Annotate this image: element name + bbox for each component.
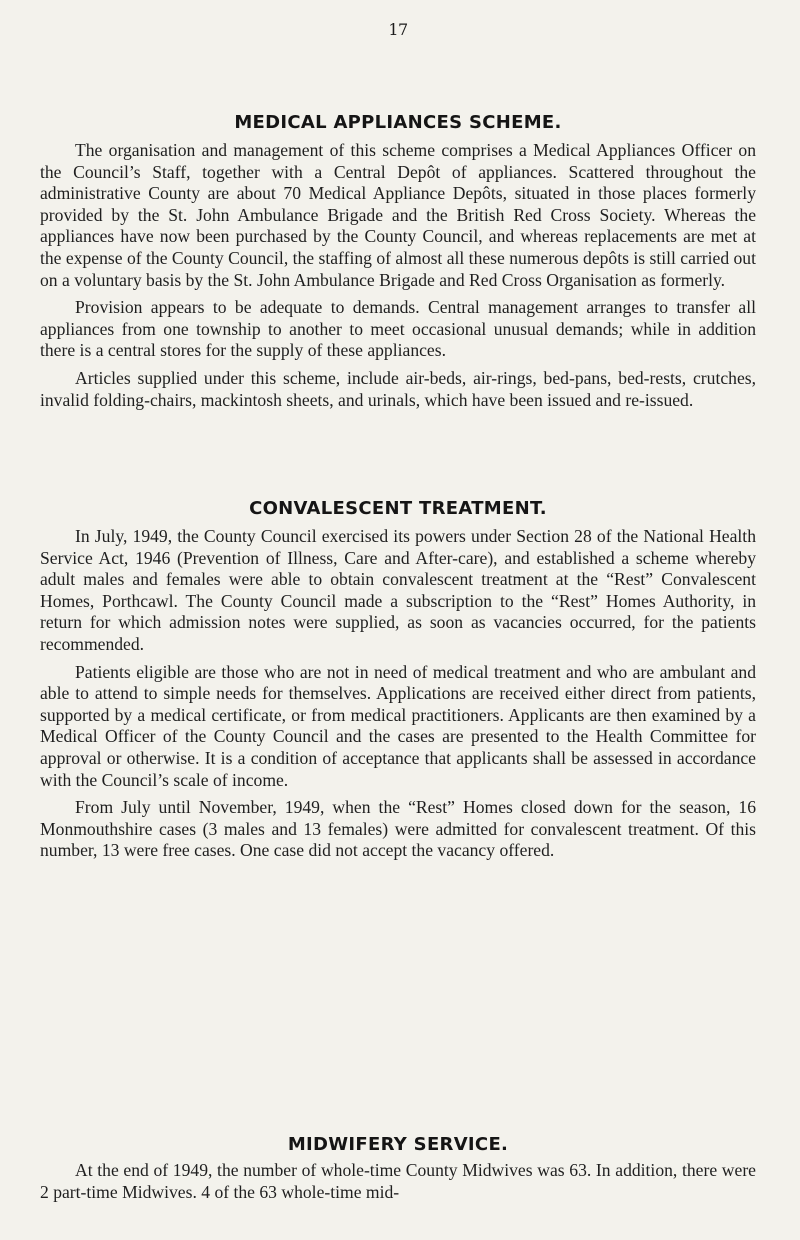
document-page bbox=[40, 0, 756, 1240]
heading-midwifery-service: MIDWIFERY SERVICE. bbox=[287, 1134, 509, 1155]
heading-convalescent-treatment: CONVALESCENT TREATMENT. bbox=[249, 498, 547, 519]
heading-medical-appliances-scheme: MEDICAL APPLIANCES SCHEME. bbox=[234, 112, 562, 133]
paragraph: The organisation and management of this scheme comprises a Medical Appliances Officer on the Council’s Staff, together with a Central Depôt of appliances. Scattered throughout the administrative County are about 70 Medical Appliance Depôts, situated in those places formerly provided by the St. John Ambulance Brigade and the British Red Cross Society. Whereas the appliances have now been purchased by the County Council, and whereas replacements are met at the expense of the County Council, the staffing of almost all these numerous depôts is still carried out on a voluntary basis by the St. John Ambulance Brigade and Red Cross Organisation as formerly. bbox=[40, 140, 756, 290]
section-midwifery-service bbox=[40, 1160, 756, 1203]
paragraph: At the end of 1949, the number of whole-time County Midwives was 63. In addition, there were 2 part-time Midwives. 4 of the 63 whole-time mid- bbox=[40, 1160, 756, 1202]
paragraph: Provision appears to be adequate to demands. Central management arranges to transfer all appliances from one township to another to meet occasional unusual demands; while in addition there is a central stores for the supply of these appliances. bbox=[40, 297, 756, 361]
page-number: 17 bbox=[388, 20, 408, 39]
paragraph: Patients eligible are those who are not in need of medical treatment and who are ambulant and able to attend to simple needs for themselves. Applications are received either direct from patients, supported by a medical certificate, or from medical practitioners. Applicants are then examined by a Medical Officer of the County Council and the cases are presented to the Health Committee for approval or otherwise. It is a condition of acceptance that applicants shall be assessed in accordance with the Council’s scale of income. bbox=[40, 661, 756, 790]
section-convalescent-treatment bbox=[40, 526, 756, 862]
paragraph: Articles supplied under this scheme, include air-beds, air-rings, bed-pans, bed-rests, crutches, invalid folding-chairs, mackintosh sheets, and urinals, which have been issued and re-issued. bbox=[40, 367, 756, 410]
paragraph: From July until November, 1949, when the “Rest” Homes closed down for the season, 16 Monmouthshire cases (3 males and 13 females) were admitted for convalescent treatment. Of this number, 13 were free cases. One case did not accept the vacancy offered. bbox=[40, 797, 756, 861]
paragraph: In July, 1949, the County Council exercised its powers under Section 28 of the National Health Service Act, 1946 (Prevention of Illness, Care and After-care), and established a scheme whereby adult males and females were able to obtain convalescent treatment at the “Rest” Convalescent Homes, Porthcawl. The County Council made a subscription to the “Rest” Homes Authority, in return for which admission notes were supplied, as soon as vacancies occurred, for the patients recommended. bbox=[40, 526, 756, 654]
section-medical-appliances bbox=[40, 140, 756, 411]
